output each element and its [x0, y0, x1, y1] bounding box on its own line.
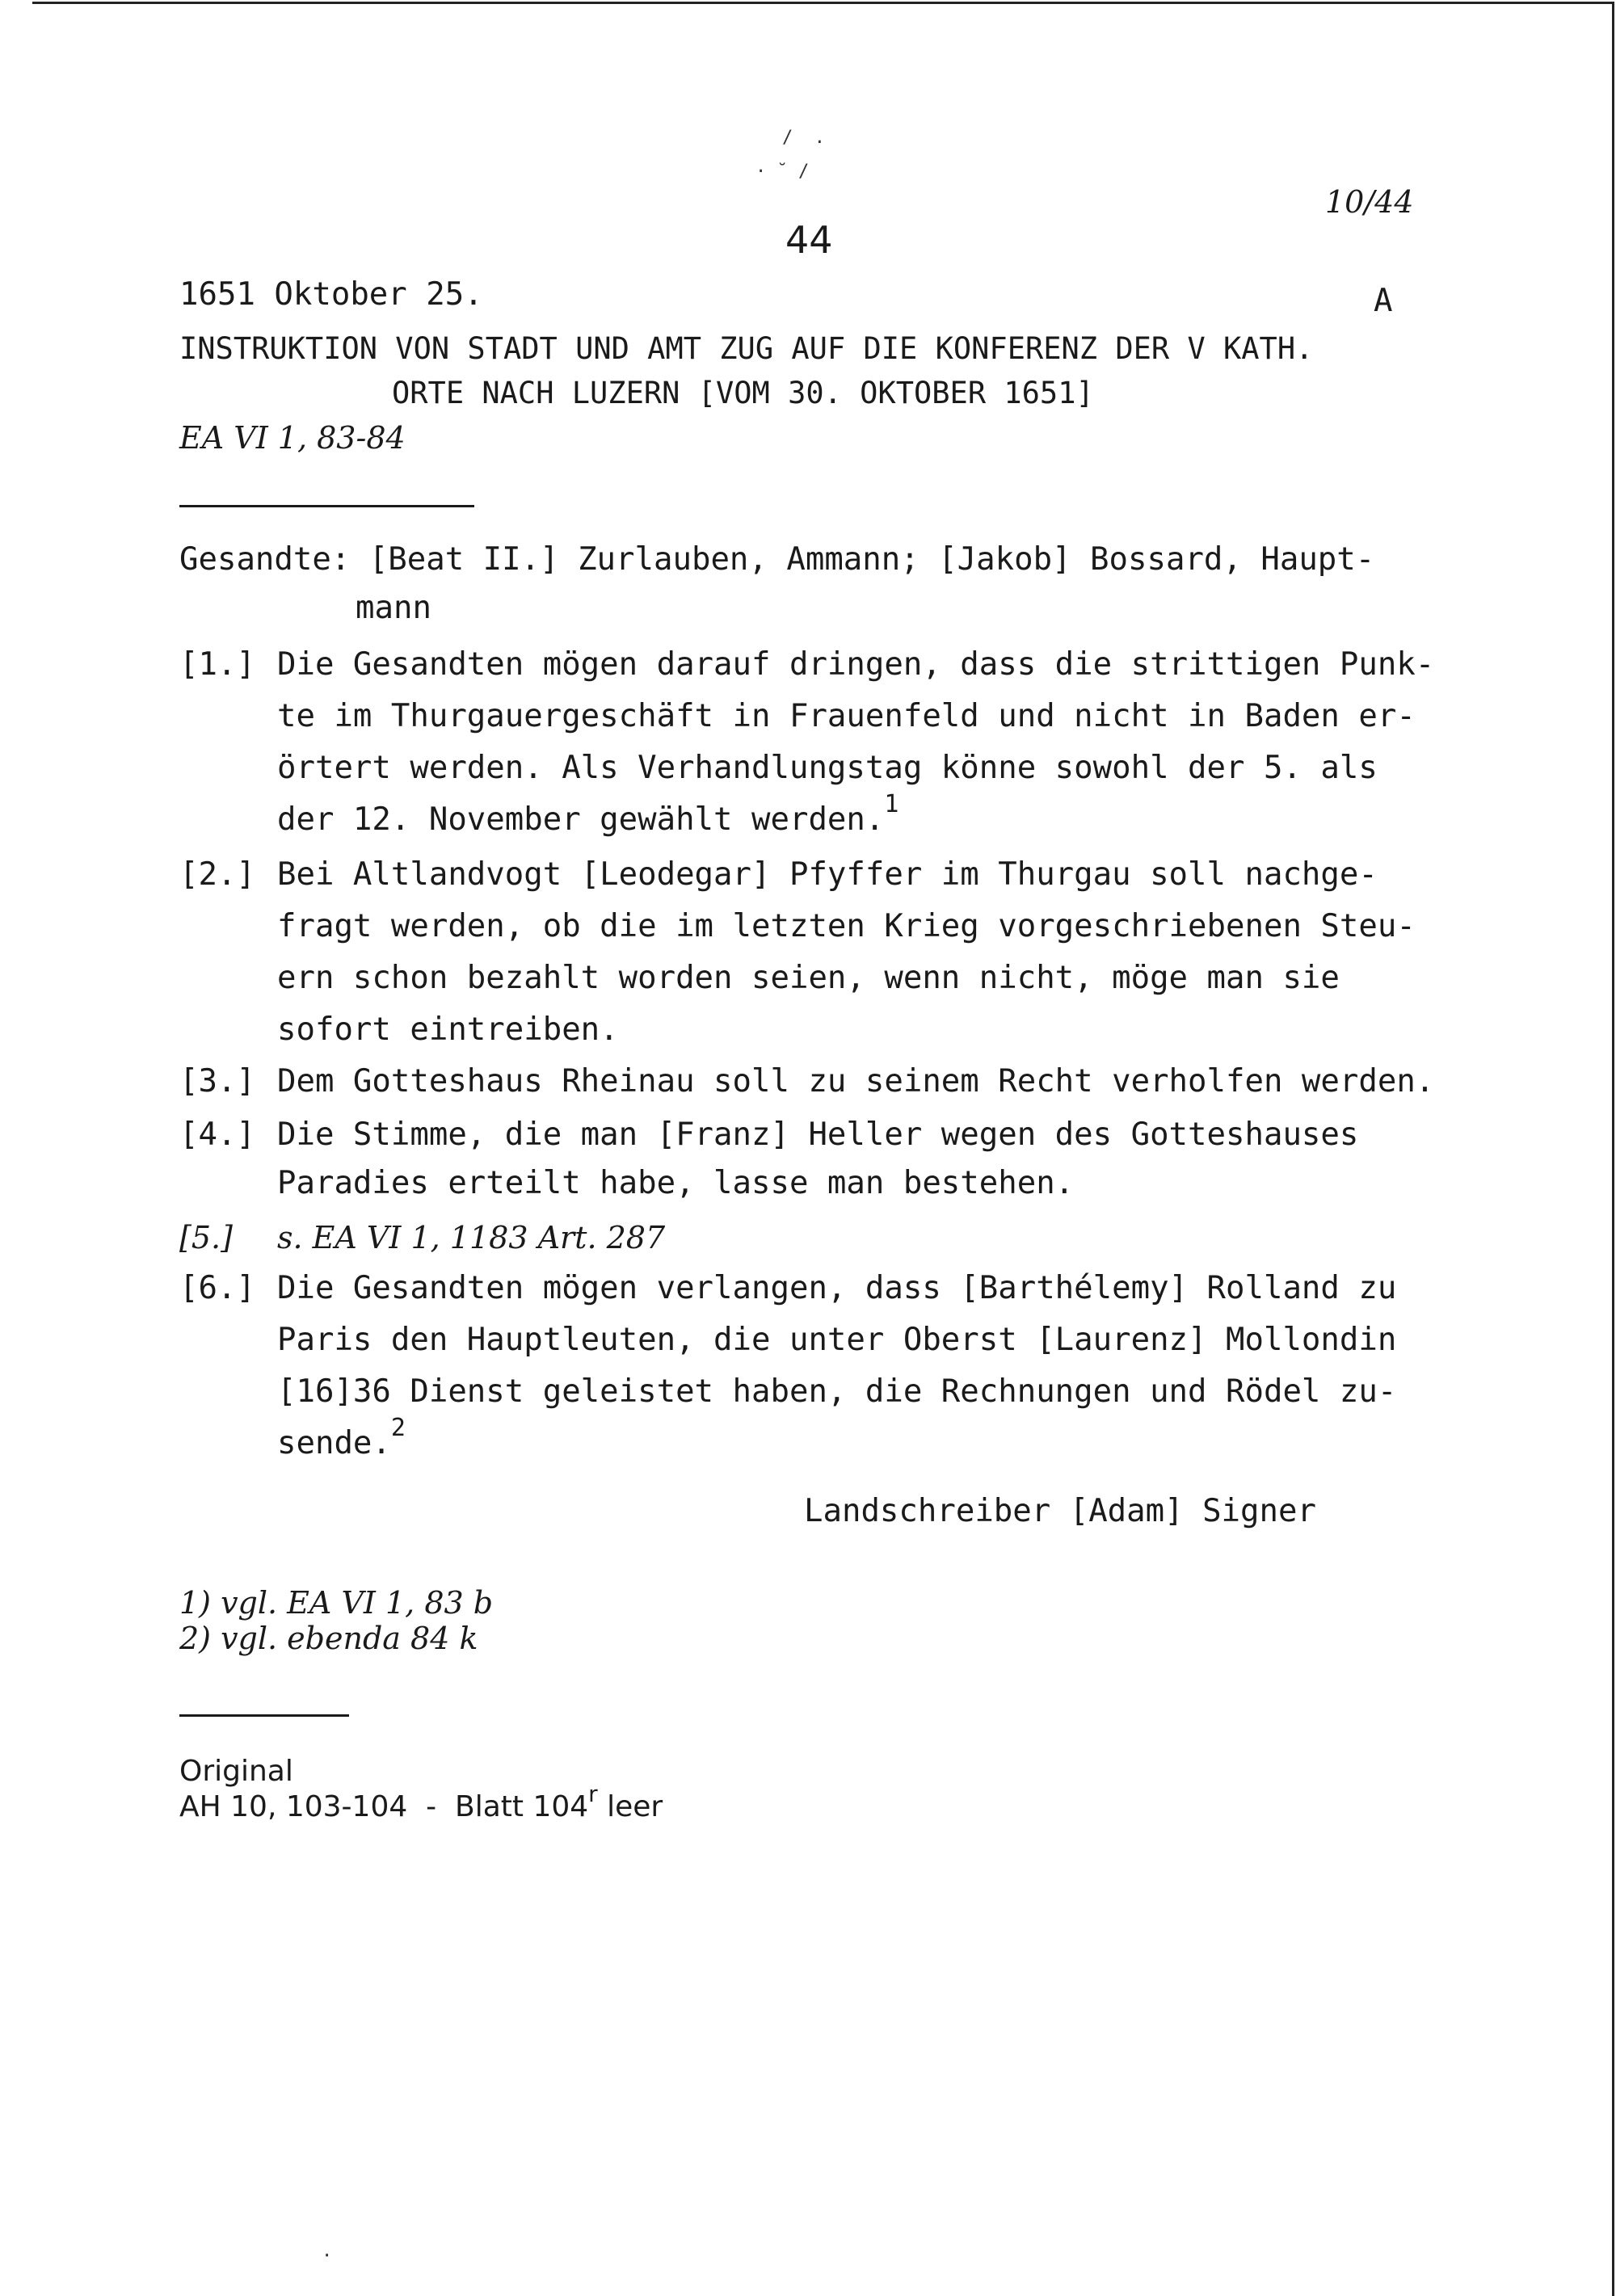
item-number: [2.]	[179, 856, 255, 893]
footnote: 2) vgl. ebenda 84 k	[179, 1621, 478, 1656]
item-line-last	[277, 1414, 406, 1461]
scan-mark: / .	[782, 128, 825, 148]
document-title-line1: INSTRUKTION VON STADT UND AMT ZUG AUF DIE KONFERENZ DER V KATH.	[179, 331, 1314, 366]
item-line: sofort eintreiben.	[277, 1011, 619, 1048]
item-line: ern schon bezahlt worden seien, wenn nicht, möge man sie	[277, 960, 1340, 996]
item-number: [3.]	[179, 1063, 255, 1100]
item-line: te im Thurgauergeschäft in Frauenfeld und nicht in Baden er-	[277, 698, 1416, 734]
archive-reference-suffix: leer	[597, 1790, 663, 1823]
reference-number: 10/44	[1325, 184, 1414, 220]
item-line-text: der 12. November gewählt werden.	[277, 801, 885, 838]
item-line: fragt werden, ob die im letzten Krieg vorgeschriebenen Steu-	[277, 908, 1416, 944]
signature: Landschreiber [Adam] Signer	[804, 1493, 1316, 1529]
item-line: örtert werden. Als Verhandlungstag könne sowohl der 5. als	[277, 750, 1378, 786]
item-number: [6.]	[179, 1270, 255, 1306]
footnote-divider	[179, 1714, 349, 1717]
archive-reference-text: AH 10, 103-104 - Blatt 104	[179, 1790, 589, 1823]
item-line: Paris den Hauptleuten, die unter Oberst [Laurenz] Mollondin	[277, 1322, 1397, 1358]
item-number: [1.]	[179, 646, 255, 683]
item-line: Die Stimme, die man [Franz] Heller wegen des Gotteshauses	[277, 1116, 1359, 1153]
envoys-line1: Gesandte: [Beat II.] Zurlauben, Ammann; [Jakob] Bossard, Haupt-	[179, 541, 1375, 578]
document-date: 1651 Oktober 25.	[179, 276, 483, 313]
scan-mark: ·	[322, 2246, 333, 2266]
item-line: [16]36 Dienst geleistet haben, die Rechnungen und Rödel zu-	[277, 1373, 1397, 1410]
footnote-ref: 1	[884, 790, 899, 818]
document-title-line2: ORTE NACH LUZERN [VOM 30. OKTOBER 1651]	[392, 376, 1094, 410]
item-line: Bei Altlandvogt [Leodegar] Pfyffer im Thurgau soll nachge-	[277, 856, 1378, 893]
item-line-text: sende.	[277, 1425, 391, 1461]
archive-reference	[179, 1781, 663, 1823]
classification-letter: A	[1374, 283, 1393, 319]
item-line: Die Gesandten mögen verlangen, dass [Barthélemy] Rolland zu	[277, 1270, 1397, 1306]
envoys-line2: mann	[356, 590, 431, 626]
header-divider	[179, 505, 474, 507]
archive-sup: r	[588, 1781, 598, 1807]
scan-mark: · ˘ /	[755, 162, 810, 182]
handwritten-page-number: 44	[785, 218, 833, 262]
archive-label: Original	[179, 1755, 293, 1788]
item-line: Dem Gotteshaus Rheinau soll zu seinem Recht verholfen werden.	[277, 1063, 1435, 1100]
item-line: s. EA VI 1, 1183 Art. 287	[277, 1220, 666, 1255]
footnote: 1) vgl. EA VI 1, 83 b	[179, 1585, 494, 1621]
item-number: [5.]	[179, 1220, 233, 1255]
item-line: Die Gesandten mögen darauf dringen, dass die strittigen Punk-	[277, 646, 1435, 683]
source-reference: EA VI 1, 83-84	[179, 420, 406, 456]
item-number: [4.]	[179, 1116, 255, 1153]
item-line: Paradies erteilt habe, lasse man bestehen.	[277, 1165, 1075, 1201]
footnote-ref: 2	[390, 1414, 406, 1442]
item-line-last	[277, 790, 899, 838]
